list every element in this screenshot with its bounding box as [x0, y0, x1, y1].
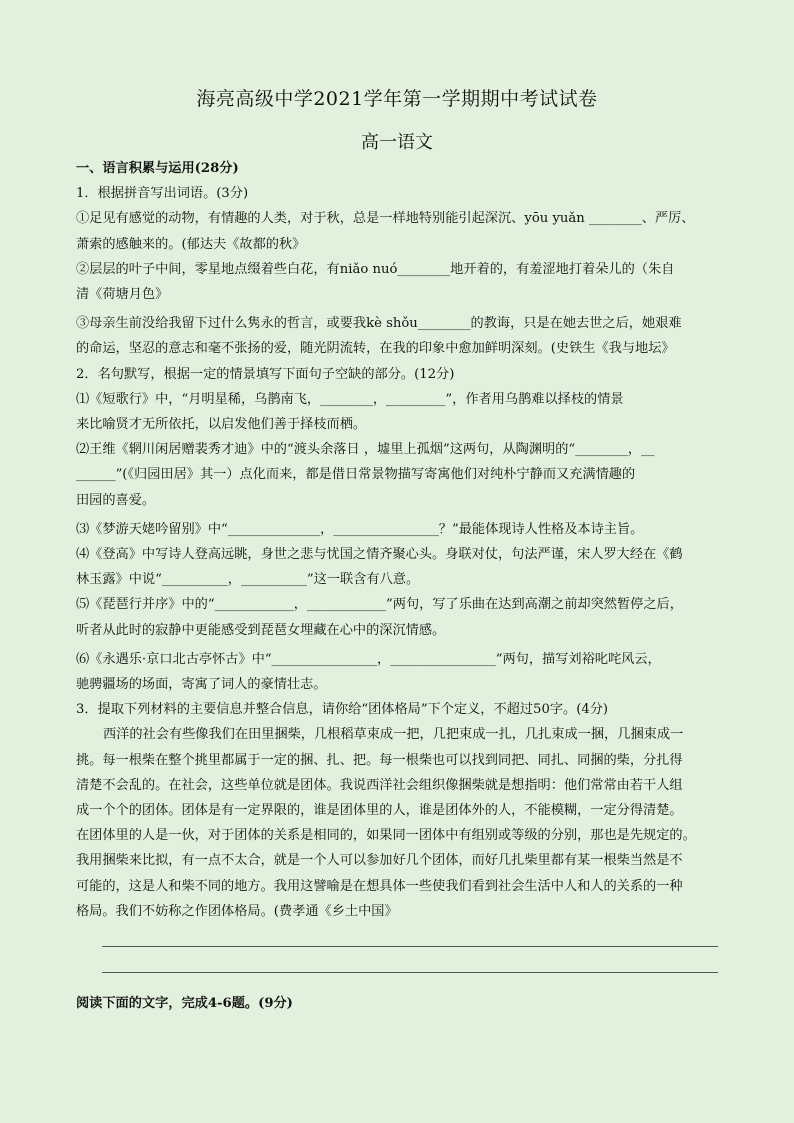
question-3-line: 在团体里的人是一伙，对于团体的关系是相同的，如果同一团体中有组别或等级的分别，那也是先规定的。: [76, 828, 696, 844]
question-2-line: 田园的喜爱。: [76, 492, 156, 508]
question-1-line: ①足见有感觉的动物，有情趣的人类，对于秋，总是一样地特别能引起深沉、yōu yuǎn ________、严厉、: [76, 211, 695, 227]
question-1-line: 清《荷塘月色》: [76, 287, 169, 303]
answer-line[interactable]: [102, 972, 718, 973]
question-2-line: ⑹《永遇乐·京口北古亭怀古》中“________________，________________”两句，描写刘裕叱咤风云，: [76, 651, 661, 667]
question-1-line: 萧索的感触来的。(郁达夫《故都的秋》: [76, 236, 306, 252]
question-3-line: 挑。每一根柴在整个挑里都属于一定的捆、扎、把。每一根柴也可以找到同把、同扎、同捆的柴，分扎得: [76, 752, 683, 768]
question-3-line: 西洋的社会有些像我们在田里捆柴，几根稻草束成一把，几把束成一扎，几扎束成一捆，几捆束成一: [103, 727, 684, 743]
question-2-line: 来比喻贤才无所依托，以启发他们善于择枝而栖。: [76, 417, 367, 433]
question-2-line: ⑸《琵琶行并序》中的“____________，____________”两句，写了乐曲在达到高潮之前却突然暂停之后，: [76, 597, 683, 613]
exam-title: 海亮高级中学2021学年第一学期期中考试试卷: [196, 88, 598, 110]
question-2-stem: 2．名句默写，根据一定的情景填写下面句子空缺的部分。(12分): [76, 366, 455, 382]
question-2-line: ⑷《登高》中写诗人登高远眺，身世之悲与忧国之情齐聚心头。身联对仗，句法严谨，宋人罗大经在《鹤: [76, 547, 683, 563]
question-2-line: 林玉露》中说“__________，__________”这一联含有八意。: [76, 572, 420, 588]
question-3-line: 格局。我们不妨称之作团体格局。(费孝通《乡土中国》: [76, 903, 398, 919]
exam-body: [76, 156, 724, 1016]
question-3-stem: 3．提取下列材料的主要信息并整合信息，请你给“团体格局”下个定义，不超过50字。(4分): [76, 702, 609, 718]
exam-subtitle: 高一语文: [361, 132, 433, 153]
question-1-line: 的命运，坚忍的意志和毫不张扬的爱，随光阴流转，在我的印象中愈加鲜明深刻。(史铁生《我与地坛》: [76, 341, 675, 357]
question-2-line: 听者从此时的寂静中更能感受到琵琶女埋藏在心中的深沉情感。: [76, 622, 446, 638]
question-3-line: 清楚不会乱的。在社会，这些单位就是团体。我说西洋社会组织像捆柴就是想指明：他们常常由若干人组: [76, 777, 683, 793]
reading-instruction: 阅读下面的文字，完成4-6题。(9分): [76, 996, 293, 1012]
question-3-line: 成一个个的团体。团体是有一定界限的，谁是团体里的人，谁是团体外的人，不能模糊，一定分得清楚。: [76, 803, 683, 819]
question-3-line: 我用捆柴来比拟，有一点不太合，就是一个人可以参加好几个团体，而好几扎柴里都有某一根柴当然是不: [76, 853, 683, 869]
question-2-line: ⑶《梦游天姥吟留别》中“______________，________________？”最能体现诗人性格及本诗主旨。: [76, 521, 644, 537]
question-2-line: ⑴《短歌行》中，“月明星稀，乌鹊南飞，________，_________”，作者用乌鹊难以择枝的情景: [76, 391, 624, 407]
question-2-line: ⑵王维《辋川闲居赠裴秀才迪》中的“渡头余落日 ，墟里上孤烟”这两句，从陶渊明的“________，__: [76, 442, 655, 458]
answer-line[interactable]: [102, 946, 718, 947]
question-1-line: ②层层的叶子中间，零星地点缀着些白花，有niǎo nuó________地开着的，有羞涩地打着朵儿的（朱自: [76, 261, 675, 277]
question-1-line: ③母亲生前没给我留下过什么隽永的哲言，或要我kè shǒu________的教诲，只是在她去世之后，她艰难: [76, 316, 682, 332]
question-2-line: 驰骋疆场的场面，寄寓了词人的豪情壮志。: [76, 677, 327, 693]
question-3-line: 可能的，这是人和柴不同的地方。我用这譬喻是在想具体一些使我们看到社会生活中人和人的关系的一种: [76, 878, 683, 894]
question-2-line: ______”(《归园田居》其一）点化而来，都是借日常景物描写寄寓他们对纯朴宁静而又充满情趣的: [76, 467, 636, 483]
section-heading: 一、语言积累与运用(28分): [76, 161, 239, 176]
question-1-stem: 1．根据拼音写出词语。(3分): [76, 186, 249, 202]
